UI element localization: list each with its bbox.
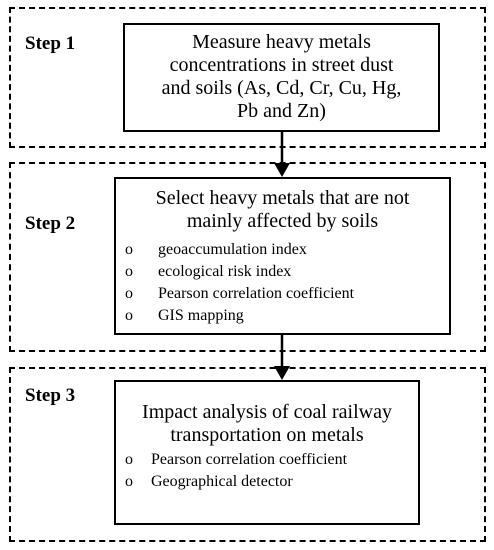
bullet-text: ecological risk index <box>158 263 292 280</box>
step-1-title-line: and soils (As, Cd, Cr, Cu, Hg, <box>161 77 402 99</box>
step-1-title-line: Measure heavy metals <box>192 31 371 53</box>
step-3-label: Step 3 <box>25 385 76 406</box>
bullet-text: GIS mapping <box>158 307 244 324</box>
bullet-text: Pearson correlation coefficient <box>158 285 355 302</box>
step-2-title-line: mainly affected by soils <box>186 210 379 232</box>
arrow-step-2-to-3 <box>274 335 290 380</box>
bullet-circle-icon: o <box>125 473 133 490</box>
step-2-title-line: Select heavy metals that are not <box>155 187 410 209</box>
step-1-title-line: Pb and Zn) <box>237 100 326 122</box>
bullet-text: geoaccumulation index <box>158 241 307 258</box>
step-1-label: Step 1 <box>25 33 76 54</box>
step-2-label: Step 2 <box>25 213 76 234</box>
bullet-circle-icon: o <box>125 451 133 468</box>
bullet-circle-icon: o <box>125 241 133 258</box>
step-1-title-line: concentrations in street dust <box>169 54 394 76</box>
bullet-circle-icon: o <box>125 263 133 280</box>
bullet-text: Pearson correlation coefficient <box>151 451 348 468</box>
step-3-title-line: Impact analysis of coal railway <box>142 401 392 423</box>
bullet-circle-icon: o <box>125 307 133 324</box>
bullet-text: Geographical detector <box>151 473 293 490</box>
arrow-step-1-to-2 <box>274 132 290 177</box>
step-3-title-line: transportation on metals <box>170 424 364 446</box>
bullet-circle-icon: o <box>125 285 133 302</box>
